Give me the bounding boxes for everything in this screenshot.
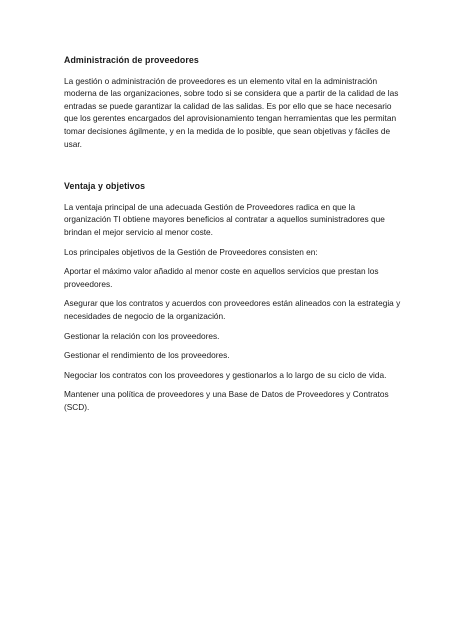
intro-paragraph: La gestión o administración de proveedores es un elemento vital en la administración moderna de las organizaciones, sobre todo si se considera que a partir de la calidad de las entradas se puede garantizar la calidad de las salidas. Es por ello que se hace necesario que los gerentes encargados del aprovisionamiento tengan herramientas que les permitan tomar decisiones ágilmente, y en la medida de lo posible, que sean objetivas y fáciles de usar. [64, 75, 399, 149]
paragraph-ventaja: La ventaja principal de una adecuada Gestión de Proveedores radica en que la organización TI obtiene mayores beneficios al contratar a aquellos suministradores que brindan el mejor servicio al menor coste. [64, 201, 385, 237]
section-heading-ventaja: Ventaja y objetivos [64, 181, 146, 192]
section-administracion [64, 54, 404, 150]
paragraph-objetivo-relacion: Gestionar la relación con los proveedores. [64, 330, 220, 341]
paragraph-objetivo-valor: Aportar el máximo valor añadido al menor coste en aquellos servicios que prestan los proveedores. [64, 266, 379, 289]
section-heading-administracion: Administración de proveedores [64, 55, 199, 65]
document-body [64, 54, 404, 413]
section-ventaja-objetivos [64, 180, 404, 413]
paragraph-objetivos-intro: Los principales objetivos de la Gestión de Proveedores consisten en: [64, 246, 318, 257]
paragraph-objetivo-rendimiento: Gestionar el rendimiento de los proveedores. [64, 350, 230, 361]
paragraph-objetivo-contratos: Asegurar que los contratos y acuerdos con proveedores están alineados con la estrategia y necesidades de negocio de la organización. [64, 298, 401, 321]
paragraph-objetivo-negociar: Negociar los contratos con los proveedores y gestionarlos a lo largo de su ciclo de vida. [64, 369, 387, 380]
paragraph-objetivo-politica: Mantener una política de proveedores y una Base de Datos de Proveedores y Contratos (SCD). [64, 389, 389, 412]
